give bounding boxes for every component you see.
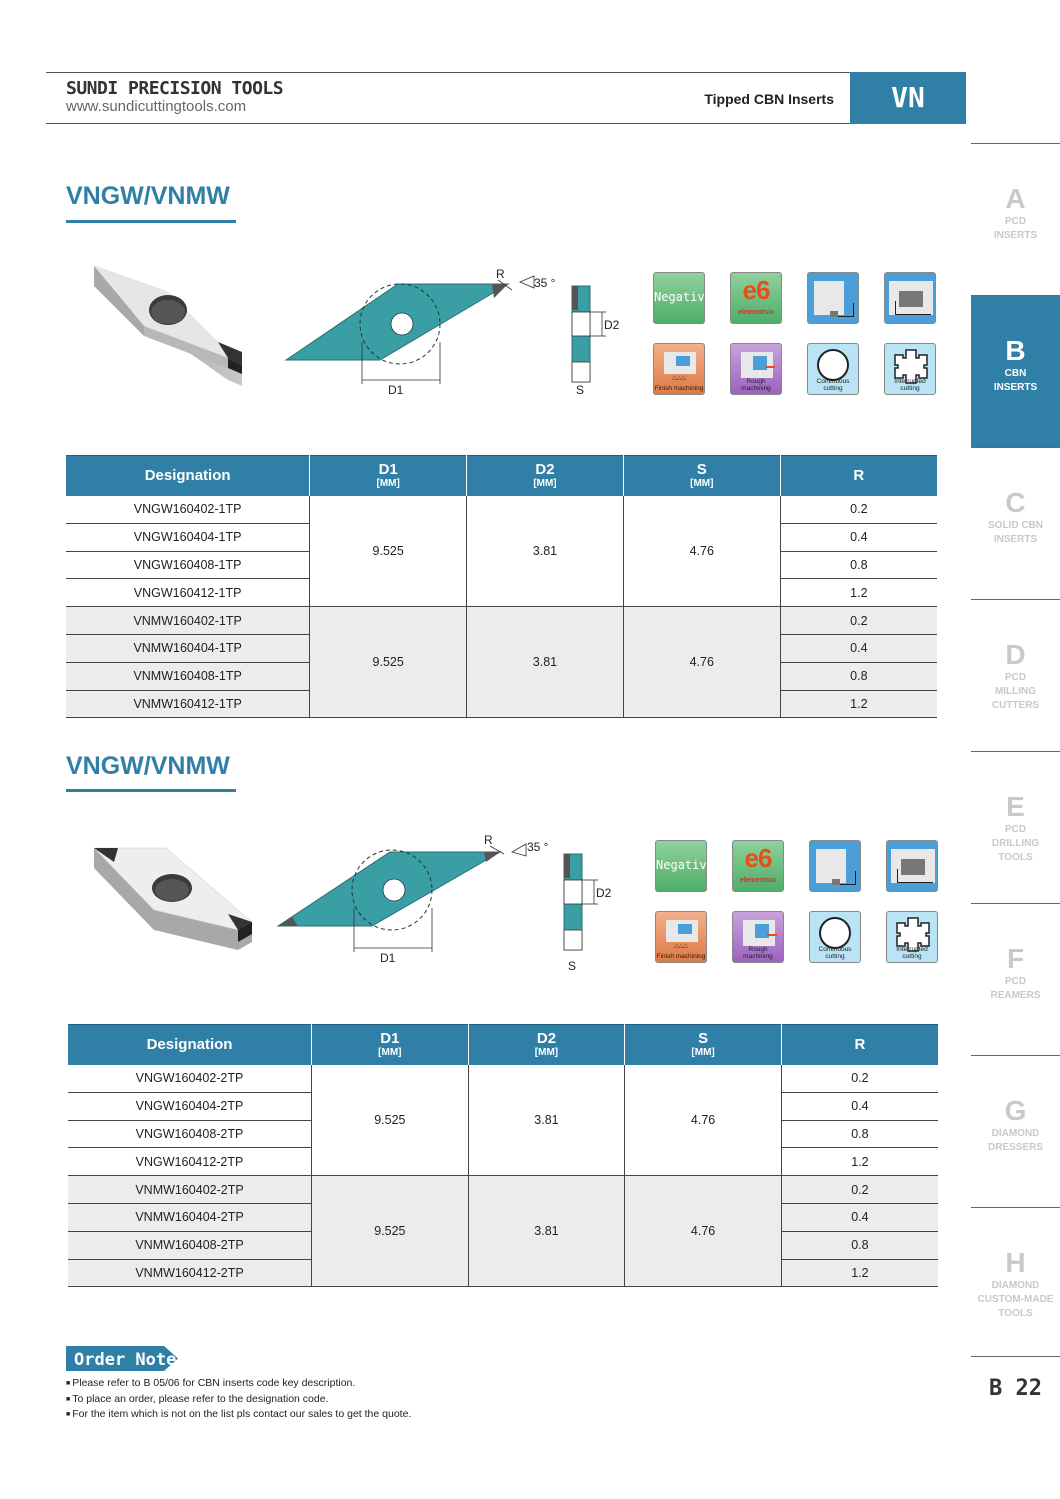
- icon-caption: Interrupted cutting: [894, 378, 926, 392]
- icon-caption: Finish machining: [656, 953, 706, 960]
- tab-label: DRESSERS: [987, 1142, 1043, 1153]
- tab-label: CUSTOM-MADE: [977, 1294, 1054, 1305]
- section-title: VNGW/VNMW: [66, 752, 230, 780]
- s-cell: 4.76: [623, 607, 780, 718]
- designation-cell: VNMW160402-1TP: [66, 607, 310, 635]
- table-row: [68, 1065, 938, 1093]
- finish-symbol: △△△: [672, 375, 686, 381]
- page-header: [46, 72, 966, 124]
- order-note-line: ■ To place an order, please refer to the designation code.: [66, 1392, 411, 1408]
- r-cell: 0.8: [780, 662, 937, 690]
- r-cell: 0.8: [780, 551, 937, 579]
- column-header-unit: [MM]: [533, 478, 557, 490]
- d2-cell: 3.81: [467, 496, 624, 607]
- column-header-d2: [468, 1025, 625, 1065]
- rough-machining-icon: [730, 343, 782, 395]
- tab-letter: A: [1005, 183, 1026, 214]
- column-header-unit: [MM]: [534, 1047, 559, 1059]
- e6-logo: e6: [742, 275, 770, 305]
- d1-cell: 9.525: [312, 1065, 469, 1176]
- radius-label: R: [484, 833, 493, 847]
- r-cell: 0.2: [781, 1176, 938, 1204]
- designation-cell: VNGW160412-2TP: [68, 1148, 312, 1176]
- s-label: S: [568, 959, 577, 973]
- designation-cell: VNGW160402-1TP: [66, 496, 310, 524]
- d1-cell: 9.525: [310, 496, 467, 607]
- designation-cell: VNGW160404-1TP: [66, 523, 310, 551]
- radius-label: R: [496, 267, 505, 281]
- column-header-unit: [MM]: [691, 1047, 715, 1059]
- category-tabs: [971, 143, 1060, 1359]
- r-cell: 1.2: [780, 579, 937, 607]
- designation-cell: VNMW160404-2TP: [68, 1203, 312, 1231]
- d2-label: D2: [604, 318, 620, 332]
- tab-label: DRILLING: [991, 838, 1040, 849]
- e6-sub: elementsix: [739, 877, 777, 884]
- column-header-s: [625, 1025, 782, 1065]
- tab-letter: C: [1005, 487, 1026, 518]
- tab-letter: D: [1005, 639, 1026, 670]
- column-header-r: [780, 456, 937, 496]
- tab-label: PCD: [1004, 976, 1027, 987]
- d1-label: D1: [388, 383, 404, 397]
- brand-name: SUNDI PRECISION TOOLS: [66, 78, 284, 99]
- insert-dimension-diagram: [272, 830, 562, 970]
- e6-logo: e6: [744, 843, 772, 873]
- category-tab-e[interactable]: [971, 751, 1060, 903]
- table-row: [68, 1176, 938, 1204]
- d2-cell: 3.81: [467, 607, 624, 718]
- angle-label: 35 °: [527, 840, 549, 854]
- tab-label: PCD: [1004, 216, 1027, 227]
- negative-icon: [653, 272, 712, 324]
- column-header-label: D2: [535, 461, 555, 479]
- icon-caption: Finish machining: [654, 385, 704, 392]
- finish-symbol: △△△: [674, 943, 688, 949]
- category-tab-d[interactable]: [971, 599, 1060, 751]
- tab-letter: B: [1005, 335, 1026, 366]
- finish-machining-icon: [655, 911, 707, 963]
- d1-cell: 9.525: [312, 1176, 469, 1287]
- tab-letter: G: [1004, 1095, 1027, 1126]
- r-cell: 0.2: [780, 496, 937, 524]
- page-number: B 22: [989, 1376, 1042, 1401]
- category-tab-b[interactable]: [971, 295, 1060, 447]
- tab-label: DIAMOND: [991, 1280, 1040, 1291]
- order-note-list: [66, 1376, 411, 1423]
- tab-label: INSERTS: [993, 230, 1038, 241]
- tab-label: TOOLS: [998, 852, 1033, 863]
- column-header-label: D1: [380, 1030, 400, 1048]
- tab-label: DIAMOND: [991, 1128, 1040, 1139]
- tab-label: MILLING: [994, 686, 1037, 697]
- designation-cell: VNGW160412-1TP: [66, 579, 310, 607]
- column-header-label: D1: [378, 461, 398, 479]
- icon-caption: Continuous cutting: [818, 946, 852, 960]
- column-header-label: D2: [536, 1030, 557, 1048]
- tab-label: TOOLS: [998, 1308, 1033, 1319]
- series-code-badge: VN: [850, 72, 966, 124]
- designation-cell: VNGW160408-1TP: [66, 551, 310, 579]
- boring-icon: [886, 840, 938, 892]
- column-header-r: [781, 1025, 938, 1065]
- tab-label: REAMERS: [990, 990, 1041, 1001]
- r-cell: 0.4: [780, 523, 937, 551]
- page-heading: Tipped CBN Inserts: [704, 91, 834, 107]
- insert-dimension-diagram: [280, 262, 570, 402]
- tab-letter: F: [1006, 943, 1025, 974]
- order-note-line: ■ For the item which is not on the list pls contact our sales to get the quote.: [66, 1407, 411, 1423]
- category-tab-g[interactable]: [971, 1055, 1060, 1207]
- boring-icon: [884, 272, 936, 324]
- element-six-icon: [730, 272, 782, 324]
- continuous-cutting-icon: [807, 343, 859, 395]
- finish-machining-icon: [653, 343, 705, 395]
- column-header-label: Designation: [144, 466, 231, 484]
- product-table: [66, 455, 937, 718]
- s-cell: 4.76: [625, 1065, 782, 1176]
- designation-cell: VNGW160402-2TP: [68, 1065, 312, 1093]
- section-title-underline: [66, 220, 236, 223]
- r-cell: 0.2: [780, 607, 937, 635]
- element-six-icon: [732, 840, 784, 892]
- insert-3d-image: [88, 838, 260, 966]
- section-title: VNGW/VNMW: [66, 182, 230, 210]
- tab-letter: H: [1005, 1247, 1026, 1278]
- designation-cell: VNMW160412-1TP: [66, 690, 310, 718]
- s-label: S: [576, 383, 585, 397]
- tab-label: SOLID CBN: [988, 520, 1043, 531]
- e6-sub: elementsix: [737, 309, 775, 316]
- order-note-tag: [66, 1346, 180, 1371]
- tab-label: INSERTS: [993, 382, 1038, 393]
- tab-label: PCD: [1004, 824, 1027, 835]
- column-header-s: [623, 456, 780, 496]
- column-header-d1: [310, 456, 467, 496]
- negative-label: Negative: [656, 858, 714, 872]
- tab-label: PCD: [1004, 672, 1027, 683]
- section-title-underline: [66, 789, 236, 792]
- column-header-label: R: [853, 466, 865, 484]
- tab-letter: E: [1006, 791, 1025, 822]
- d1-cell: 9.525: [310, 607, 467, 718]
- order-note-line: ■ Please refer to B 05/06 for CBN inserts code key description.: [66, 1376, 411, 1392]
- r-cell: 0.2: [781, 1065, 938, 1093]
- column-header-label: R: [854, 1035, 866, 1053]
- column-header-d1: [312, 1025, 469, 1065]
- tab-label: CUTTERS: [991, 700, 1040, 711]
- column-header-label: S: [698, 1030, 709, 1048]
- r-cell: 1.2: [781, 1259, 938, 1287]
- insert-side-view: [558, 850, 628, 974]
- s-cell: 4.76: [623, 496, 780, 607]
- column-header-unit: [MM]: [376, 478, 400, 490]
- tab-label: INSERTS: [993, 534, 1038, 545]
- website-url[interactable]: www.sundicuttingtools.com: [66, 98, 247, 115]
- angle-label: 35 °: [534, 276, 556, 290]
- product-table: [68, 1024, 938, 1287]
- category-tab-a[interactable]: [971, 143, 1060, 295]
- interrupted-cutting-icon: [886, 911, 938, 963]
- d1-label: D1: [380, 951, 396, 965]
- icon-caption: Continuous cutting: [816, 378, 850, 392]
- negative-icon: [655, 840, 714, 892]
- column-header-label: S: [696, 461, 707, 479]
- d2-cell: 3.81: [468, 1176, 625, 1287]
- r-cell: 0.8: [781, 1231, 938, 1259]
- r-cell: 1.2: [780, 690, 937, 718]
- table-row: [66, 496, 937, 524]
- designation-cell: VNMW160412-2TP: [68, 1259, 312, 1287]
- column-header-designation: [66, 456, 310, 496]
- s-cell: 4.76: [625, 1176, 782, 1287]
- icon-caption: Interrupted cutting: [896, 946, 928, 960]
- turning-icon: [809, 840, 861, 892]
- turning-icon: [807, 272, 859, 324]
- designation-cell: VNMW160408-1TP: [66, 662, 310, 690]
- designation-cell: VNMW160408-2TP: [68, 1231, 312, 1259]
- negative-label: Negative: [654, 290, 712, 304]
- order-note-title: Order Note: [74, 1350, 177, 1370]
- icon-caption: Rough machining: [743, 946, 773, 960]
- designation-cell: VNGW160408-2TP: [68, 1120, 312, 1148]
- column-header-d2: [467, 456, 624, 496]
- designation-cell: VNMW160404-1TP: [66, 634, 310, 662]
- r-cell: 0.4: [781, 1203, 938, 1231]
- d2-label: D2: [596, 886, 612, 900]
- r-cell: 1.2: [781, 1148, 938, 1176]
- column-header-designation: [68, 1025, 312, 1065]
- page-number-divider: [971, 1356, 1060, 1357]
- column-header-unit: [MM]: [690, 478, 714, 490]
- designation-cell: VNMW160402-2TP: [68, 1176, 312, 1204]
- continuous-cutting-icon: [809, 911, 861, 963]
- r-cell: 0.4: [781, 1092, 938, 1120]
- column-header-label: Designation: [146, 1035, 233, 1053]
- d2-cell: 3.81: [468, 1065, 625, 1176]
- category-tab-c[interactable]: [971, 447, 1060, 599]
- insert-3d-image: [88, 262, 258, 390]
- icon-caption: Rough machining: [741, 378, 771, 392]
- interrupted-cutting-icon: [884, 343, 936, 395]
- category-tab-f[interactable]: [971, 903, 1060, 1055]
- rough-machining-icon: [732, 911, 784, 963]
- tab-label: CBN: [1004, 368, 1027, 379]
- r-cell: 0.4: [780, 634, 937, 662]
- insert-side-view: [566, 282, 636, 400]
- designation-cell: VNGW160404-2TP: [68, 1092, 312, 1120]
- table-row: [66, 607, 937, 635]
- column-header-unit: [MM]: [378, 1047, 402, 1059]
- r-cell: 0.8: [781, 1120, 938, 1148]
- category-tab-h[interactable]: [971, 1207, 1060, 1359]
